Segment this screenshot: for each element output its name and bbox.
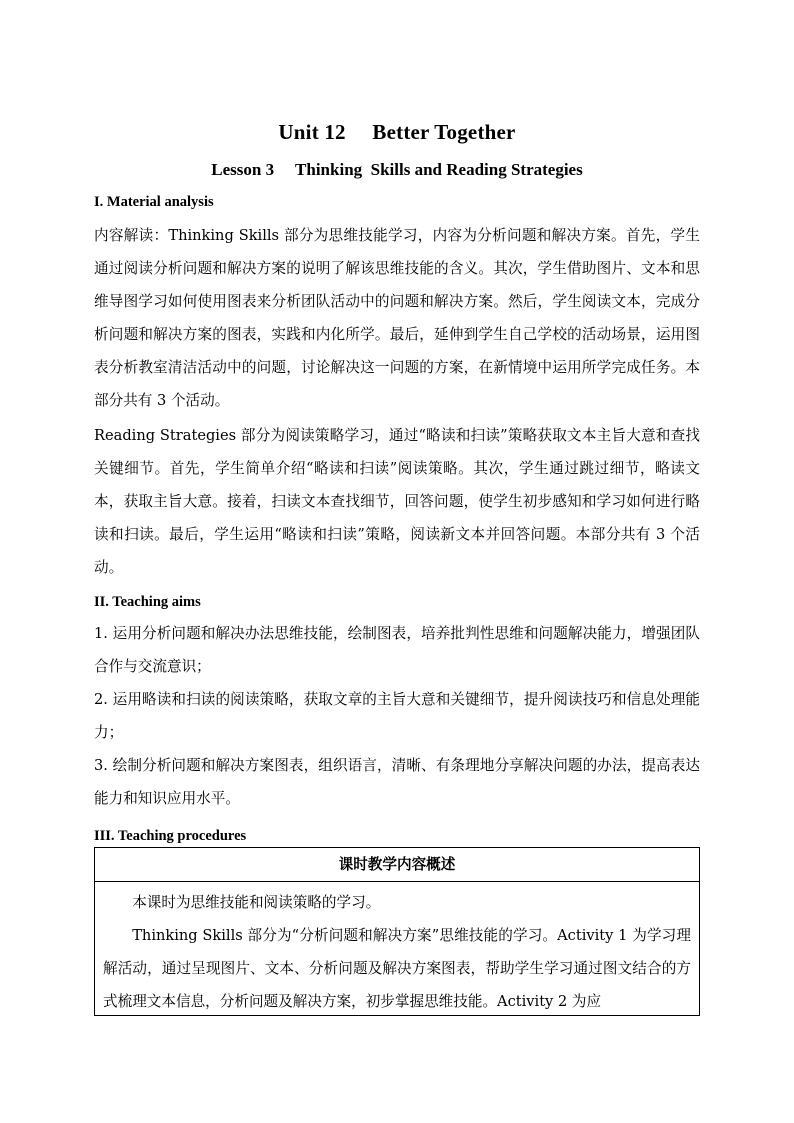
teaching-aim-2: 2. 运用略读和扫读的阅读策略，获取文章的主旨大意和关键细节，提升阅读技巧和信息处理能力； xyxy=(94,691,700,741)
teaching-aim-1: 1. 运用分析问题和解决办法思维技能，绘制图表，培养批判性思维和问题解决能力，增强团队合作与交流意识； xyxy=(94,625,700,675)
teaching-aim-3: 3. 绘制分析问题和解决方案图表，组织语言，清晰、有条理地分享解决问题的办法，提高表达能力和知识应用水平。 xyxy=(94,757,700,807)
material-analysis-para-thinking-skills: 内容解读：Thinking Skills 部分为思维技能学习，内容为分析问题和解决方案。首先，学生通过阅读分析问题和解决方案的说明了解该思维技能的含义。其次，学生借助图片、文本和思维导图学习如何使用图表来分析团队活动中的问题和解决方案。然后，学生阅读文本，完成分析问题和解决方案的图表，实践和内化所学。最后，延伸到学生自己学校的活动场景，运用图表分析教室清洁活动中的问题，讨论解决这一问题的方案，在新情境中运用所学完成任务。本部分共有 3 个活动。 xyxy=(94,227,700,409)
teaching-procedures-section xyxy=(94,826,700,846)
teaching-aims-heading: II. Teaching aims xyxy=(94,594,201,610)
procedures-table-header: 课时教学内容概述 xyxy=(95,848,699,882)
procedures-table xyxy=(94,847,700,1016)
procedures-intro-para: 本课时为思维技能和阅读策略的学习。 xyxy=(132,894,381,911)
teaching-procedures-heading: III. Teaching procedures xyxy=(94,828,247,844)
material-analysis-para-reading-strategies: Reading Strategies 部分为阅读策略学习，通过“略读和扫读”策略获取文本主旨大意和查找关键细节。首先，学生简单介绍“略读和扫读”阅读策略。其次，学生通过跳过细节，略读文本，获取主旨大意。接着，扫读文本查找细节，回答问题，使学生初步感知和学习如何进行略读和扫读。最后，学生运用“略读和扫读”策略，阅读新文本并回答问题。本部分共有 3 个活动。 xyxy=(94,427,700,576)
teaching-aims-section xyxy=(94,592,700,612)
unit-title: Unit 12 Better Together xyxy=(278,120,516,144)
material-analysis-body-2 xyxy=(94,419,700,584)
material-analysis-body xyxy=(94,219,700,417)
procedures-table-body xyxy=(95,882,699,1016)
material-analysis-heading: I. Material analysis xyxy=(94,194,214,210)
material-analysis-section xyxy=(94,192,700,212)
lesson-subtitle: Lesson 3 Thinking Skills and Reading Strategies xyxy=(211,160,583,179)
teaching-aims-list xyxy=(94,617,700,815)
procedures-thinking-skills-para: Thinking Skills 部分为“分析问题和解决方案”思维技能的学习。Activity 1 为学习理解活动，通过呈现图片、文本、分析问题及解决方案图表，帮助学生学习通过图文结合的方式梳理文本信息，分析问题及解决方案，初步掌握思维技能。Activity 2 为应 xyxy=(103,927,691,1010)
